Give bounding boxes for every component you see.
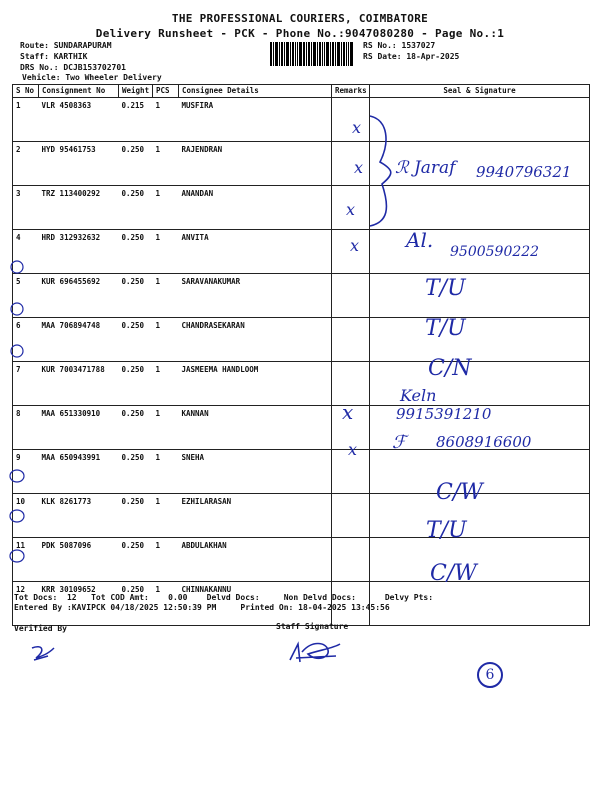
- row-consignment: KRR 30109652: [39, 582, 119, 626]
- verified-by-label: Verified By: [14, 624, 67, 633]
- row-sno: 4: [13, 230, 39, 274]
- row-remarks: [332, 538, 370, 582]
- verifier-signature: [28, 642, 58, 664]
- col-header-signature: Seal & Signature: [370, 85, 590, 98]
- row-pcs: 1: [153, 450, 179, 494]
- circled-serial-marks: [8, 259, 26, 577]
- document-subtitle: Delivery Runsheet - PCK - Phone No.:9047080280 - Page No.:1: [95, 27, 505, 40]
- route-field: Route: SUNDARAPURAM: [20, 41, 112, 50]
- row-sno: 7: [13, 362, 39, 406]
- row-weight: 0.250: [119, 494, 153, 538]
- row-signature: [370, 318, 590, 362]
- remark-mark-2: x: [354, 158, 364, 177]
- row-signature: [370, 186, 590, 230]
- row-remarks: [332, 98, 370, 142]
- table-row: [13, 274, 590, 318]
- row-signature: [370, 538, 590, 582]
- row-sno: 8: [13, 406, 39, 450]
- row-consignee: JASMEEMA HANDLOOM: [179, 362, 332, 406]
- row-weight: 0.250: [119, 582, 153, 626]
- col-header-weight: Weight: [119, 85, 153, 98]
- row-consignee: ABDULAKHAN: [179, 538, 332, 582]
- row-consignment: MAA 706894748: [39, 318, 119, 362]
- row-sno: 1: [13, 98, 39, 142]
- staff-signature-label: Staff Signature: [276, 622, 349, 631]
- remark-mark-4: x: [350, 236, 360, 255]
- status-row11: T/U: [426, 518, 467, 543]
- signature-row9: ℱ: [392, 432, 407, 453]
- handwritten-bracket: [366, 112, 396, 230]
- row-pcs: 1: [153, 318, 179, 362]
- status-row10: C/W: [436, 480, 483, 505]
- row-weight: 0.250: [119, 186, 153, 230]
- row-consignment: HRD 312932632: [39, 230, 119, 274]
- row-consignment: MAA 651330910: [39, 406, 119, 450]
- staff-field: Staff: KARTHIK: [20, 52, 88, 61]
- remark-mark-3: x: [346, 200, 356, 219]
- signature-row2: ℛ Jaraf: [395, 158, 456, 178]
- staff-signature-mark: [286, 636, 346, 666]
- row-consignee: RAJENDRAN: [179, 142, 332, 186]
- table-row: [13, 450, 590, 494]
- row-consignee: MUSFIRA: [179, 98, 332, 142]
- row-pcs: 1: [153, 538, 179, 582]
- table-row: [13, 186, 590, 230]
- col-header-consignment: Consignment No: [39, 85, 119, 98]
- row-consignee: CHINNAKANNU: [179, 582, 332, 626]
- col-header-consignee: Consignee Details: [179, 85, 332, 98]
- row-pcs: 1: [153, 362, 179, 406]
- row-weight: 0.250: [119, 406, 153, 450]
- row-consignment: KUR 696455692: [39, 274, 119, 318]
- row-consignee: SARAVANAKUMAR: [179, 274, 332, 318]
- row-remarks: [332, 142, 370, 186]
- handwritten-phone-row8: 9915391210: [396, 405, 492, 423]
- row-consignee: SNEHA: [179, 450, 332, 494]
- remark-mark-1: x: [352, 118, 362, 137]
- row-consignment: MAA 650943991: [39, 450, 119, 494]
- rs-number-field: RS No.: 1537027: [363, 41, 436, 50]
- row-pcs: 1: [153, 494, 179, 538]
- row-consignee: KANNAN: [179, 406, 332, 450]
- footer-totals: Tot Docs: 12 Tot COD Amt: 0.00 Delvd Docs: Non Delvd Docs: Delvy Pts:: [14, 593, 434, 602]
- page-circle-mark: 6: [477, 662, 503, 688]
- row-pcs: 1: [153, 186, 179, 230]
- handwritten-phone-row2: 9940796321: [476, 163, 572, 181]
- remark-mark-9: x: [348, 440, 358, 459]
- col-header-pcs: PCS: [153, 85, 179, 98]
- row-remarks: [332, 362, 370, 406]
- row-consignment: HYD 95461753: [39, 142, 119, 186]
- row-signature: [370, 98, 590, 142]
- remark-mark-8: x: [342, 400, 354, 424]
- row-sno: 3: [13, 186, 39, 230]
- row-weight: 0.250: [119, 450, 153, 494]
- row-consignee: CHANDRASEKARAN: [179, 318, 332, 362]
- barcode-image: [270, 42, 354, 66]
- row-sno: 12: [13, 582, 39, 626]
- row-weight: 0.250: [119, 538, 153, 582]
- row-consignment: PDK 5087096: [39, 538, 119, 582]
- table-row: [13, 494, 590, 538]
- row-weight: 0.215: [119, 98, 153, 142]
- col-header-remarks: Remarks: [332, 85, 370, 98]
- row-pcs: 1: [153, 98, 179, 142]
- row-sno: 5: [13, 274, 39, 318]
- row-weight: 0.250: [119, 142, 153, 186]
- row-pcs: 1: [153, 230, 179, 274]
- signature-row4: Al.: [406, 228, 434, 252]
- row-remarks: [332, 494, 370, 538]
- table-row: [13, 318, 590, 362]
- status-row7: C/N: [428, 356, 472, 381]
- row-pcs: 1: [153, 274, 179, 318]
- row-signature: [370, 274, 590, 318]
- row-remarks: [332, 318, 370, 362]
- row-consignment: KUR 7003471788: [39, 362, 119, 406]
- status-row12: C/W: [430, 561, 477, 586]
- row-sno: 9: [13, 450, 39, 494]
- row-weight: 0.250: [119, 362, 153, 406]
- row-weight: 0.250: [119, 274, 153, 318]
- handwritten-phone-row4: 9500590222: [450, 244, 540, 260]
- row-consignment: VLR 4508363: [39, 98, 119, 142]
- row-signature: [370, 582, 590, 626]
- row-consignee: ANANDAN: [179, 186, 332, 230]
- signature-row8: Keln: [400, 386, 437, 405]
- row-consignment: TRZ 113400292: [39, 186, 119, 230]
- status-row5: T/U: [425, 276, 466, 301]
- drs-field: DRS No.: DCJB153702701: [20, 63, 126, 72]
- rs-date-field: RS Date: 18-Apr-2025: [363, 52, 460, 61]
- vehicle-field: Vehicle: Two Wheeler Delivery: [22, 73, 162, 82]
- document-title: THE PROFESSIONAL COURIERS, COIMBATORE: [171, 12, 429, 25]
- row-sno: 2: [13, 142, 39, 186]
- table-row: [13, 98, 590, 142]
- table-header-row: [13, 85, 590, 98]
- status-row6: T/U: [425, 316, 466, 341]
- handwritten-phone-row9: 8608916600: [436, 433, 532, 451]
- row-consignee: EZHILARASAN: [179, 494, 332, 538]
- row-consignee: ANVITA: [179, 230, 332, 274]
- col-header-sno: S No: [13, 85, 39, 98]
- row-sno: 6: [13, 318, 39, 362]
- row-weight: 0.250: [119, 230, 153, 274]
- row-sno: 10: [13, 494, 39, 538]
- row-pcs: 1: [153, 582, 179, 626]
- row-pcs: 1: [153, 142, 179, 186]
- table-row: [13, 362, 590, 406]
- row-pcs: 1: [153, 406, 179, 450]
- row-remarks: [332, 274, 370, 318]
- footer-entry-info: Entered By :KAVIPCK 04/18/2025 12:50:39 PM Printed On: 18-04-2025 13:45:56: [14, 603, 390, 612]
- row-consignment: KLK 8261773: [39, 494, 119, 538]
- table-row: [13, 538, 590, 582]
- row-weight: 0.250: [119, 318, 153, 362]
- row-sno: 11: [13, 538, 39, 582]
